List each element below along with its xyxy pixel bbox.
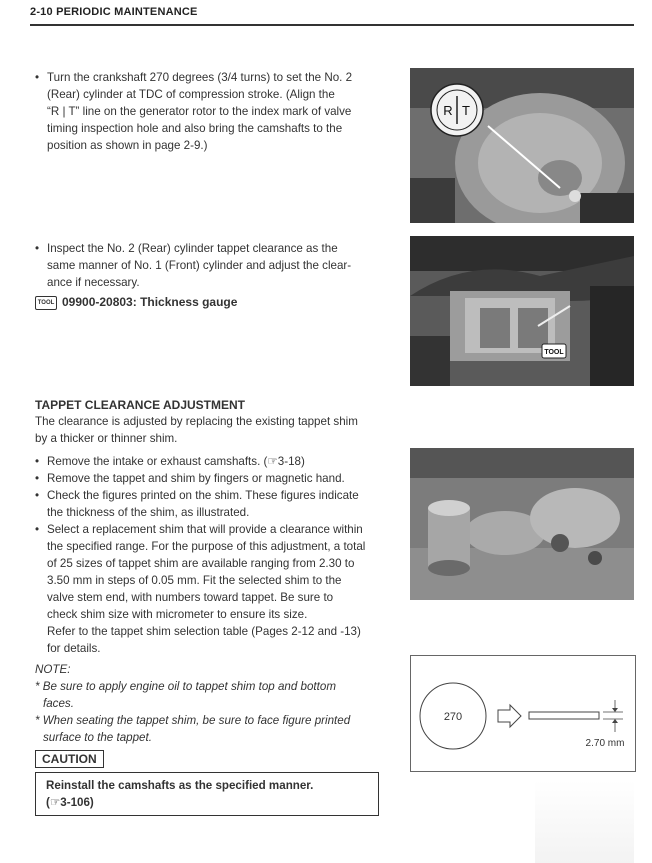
bullet-line: for details. [47, 642, 101, 655]
bullet-line: check shim size with micrometer to ensure its size. [47, 608, 308, 621]
note-label: NOTE: [35, 663, 71, 676]
bullet-line: valve stem end, with numbers toward tappet. Be sure to [47, 591, 334, 604]
bullet-line: the thickness of the shim, as illustrated. [47, 506, 250, 519]
note-line: surface to the tappet. [43, 731, 152, 744]
section-title: TAPPET CLEARANCE ADJUSTMENT [35, 398, 246, 412]
arrow-right-icon [498, 705, 521, 727]
bullet-line: 3.50 mm in steps of 0.05 mm. Fit the selected shim to the [47, 574, 342, 587]
intro-line: The clearance is adjusted by replacing the existing tappet shim [35, 415, 358, 428]
note-line: * When seating the tappet shim, be sure to face figure printed [35, 714, 351, 727]
step1-line: • Turn the crankshaft 270 degrees (3/4 turns) to set the No. 2 [47, 71, 353, 84]
note-item [35, 712, 395, 746]
cylinder-head-photo [410, 236, 634, 386]
special-tool-number: 09900-20803: Thickness gauge [62, 295, 238, 309]
bullet-line: • Check the figures printed on the shim. These figures indicate [47, 489, 359, 502]
procedure-bullet [35, 487, 395, 521]
step2-bullet [35, 240, 395, 291]
shim-side-view [529, 712, 599, 719]
tappet-section [35, 397, 395, 816]
step1-bullet [35, 69, 395, 154]
header-rule [30, 24, 634, 26]
special-tool-line [35, 294, 395, 311]
step1-text [35, 69, 395, 154]
tool-icon: TOOL [35, 296, 57, 310]
tool-callout-label: TOOL [544, 349, 564, 356]
r-mark-label: R [443, 103, 453, 118]
bullet-line: of 25 sizes of tappet shim are available ranging from 2.30 to [47, 557, 355, 570]
step2-line: • Inspect the No. 2 (Rear) cylinder tappet clearance as the [47, 242, 338, 255]
note-line: faces. [43, 697, 74, 710]
thickness-label: 2.70 mm [585, 738, 625, 749]
step1-line: position as shown in page 2-9.) [47, 139, 208, 152]
shim-number-label: 270 [443, 711, 463, 723]
procedure-bullet [35, 470, 395, 487]
tappet-shim-photo [410, 448, 634, 600]
step1-line: (Rear) cylinder at TDC of compression stroke. (Align the [47, 88, 335, 101]
procedure-bullet [35, 453, 395, 470]
bullet-line: • Remove the intake or exhaust camshafts. (☞3-18) [47, 455, 305, 468]
procedure-bullet [35, 521, 395, 657]
caution-line: Reinstall the camshafts as the specified manner. [46, 779, 314, 792]
t-mark-label: T [462, 103, 470, 118]
bullet-line: • Remove the tappet and shim by fingers or magnetic hand. [47, 472, 345, 485]
page-shade [535, 780, 634, 863]
page-header: 2-10 PERIODIC MAINTENANCE [30, 6, 198, 18]
generator-cover-photo [410, 68, 634, 223]
caution-label: CAUTION [35, 750, 104, 768]
intro-line: by a thicker or thinner shim. [35, 432, 178, 445]
step2-line: ance if necessary. [47, 276, 140, 289]
step2-text [35, 240, 395, 311]
bullet-line: • Select a replacement shim that will provide a clearance within [47, 523, 363, 536]
shim-diagram [410, 655, 636, 772]
bullet-line: Refer to the tappet shim selection table (Pages 2-12 and -13) [47, 625, 361, 638]
step1-line: “R | T” line on the generator rotor to the index mark of valve [47, 105, 352, 118]
step2-line: same manner of No. 1 (Front) cylinder and adjust the clear- [47, 259, 352, 272]
note-line: * Be sure to apply engine oil to tappet shim top and bottom [35, 680, 336, 693]
bullet-line: the specified range. For the purpose of this adjustment, a total [47, 540, 366, 553]
step1-line: timing inspection hole and also bring the camshafts to the [47, 122, 343, 135]
caution-line: (☞3-106) [46, 796, 94, 809]
caution-box [35, 772, 379, 816]
note-item [35, 678, 395, 712]
